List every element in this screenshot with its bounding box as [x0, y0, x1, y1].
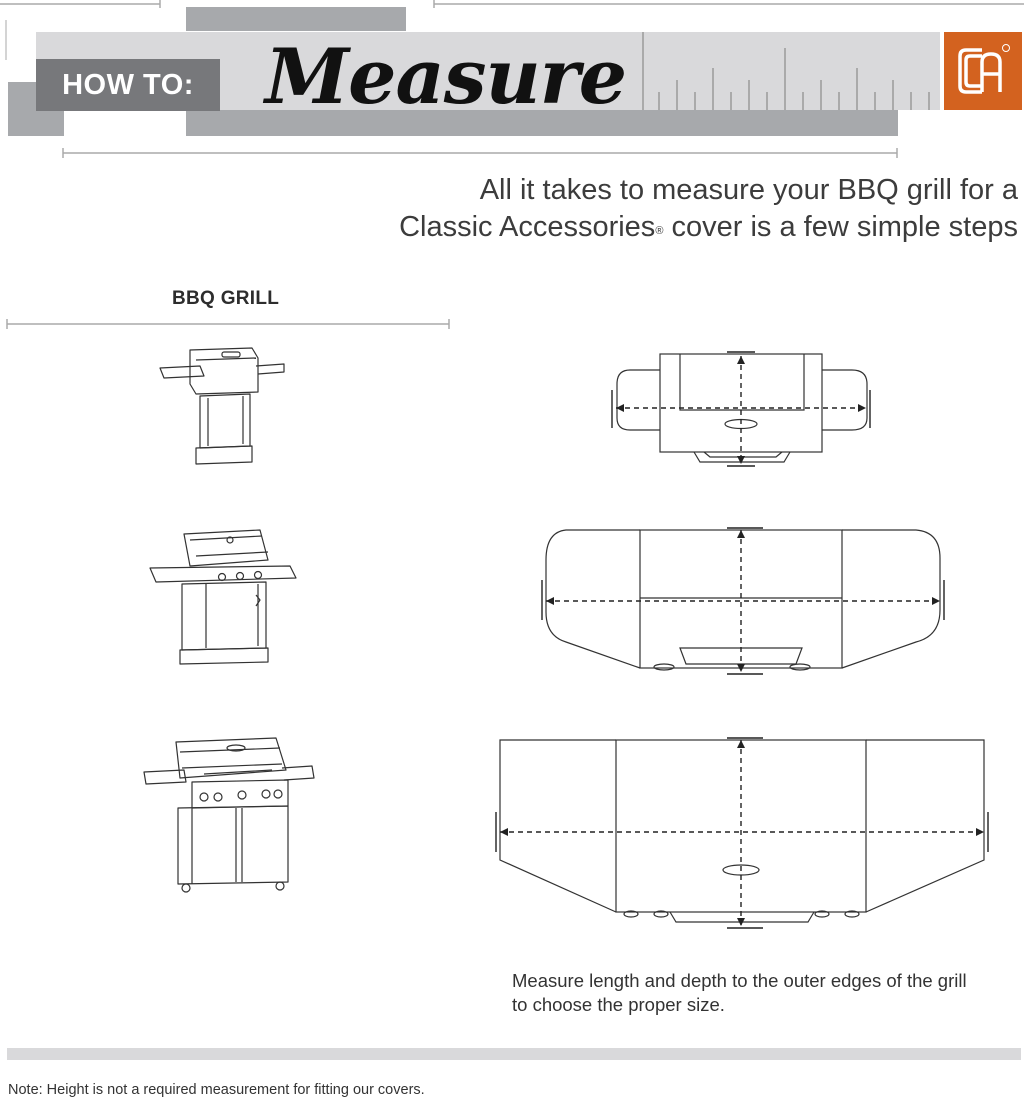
ca-logo-icon [944, 32, 1022, 110]
instructions-line-2: to choose the proper size. [512, 994, 725, 1015]
measurement-arrows [500, 356, 984, 926]
end-ticks [496, 352, 988, 928]
instructions-line-1: Measure length and depth to the outer edges of the grill [512, 970, 967, 991]
intro-line-2 [318, 209, 1018, 246]
page-title: Measure [265, 32, 627, 121]
howto-label: HOW TO: [36, 59, 220, 111]
large-grill-topview [500, 740, 984, 922]
intro-rest: cover is a few simple steps [663, 211, 1018, 243]
medium-grill-topview [546, 530, 940, 670]
intro-brand: Classic Accessories [399, 211, 656, 243]
footer-note: Note: Height is not a required measurement for fitting our covers. [8, 1082, 425, 1098]
intro-text [318, 172, 1018, 246]
registered-mark: ® [655, 225, 664, 237]
divider-band [7, 1048, 1021, 1060]
intro-line-1: All it takes to measure your BBQ grill for a [479, 174, 1018, 206]
brand-logo [944, 32, 1022, 110]
section-title: BBQ GRILL [172, 288, 280, 309]
instructions [512, 969, 1024, 1017]
arrow-heads [500, 356, 984, 926]
